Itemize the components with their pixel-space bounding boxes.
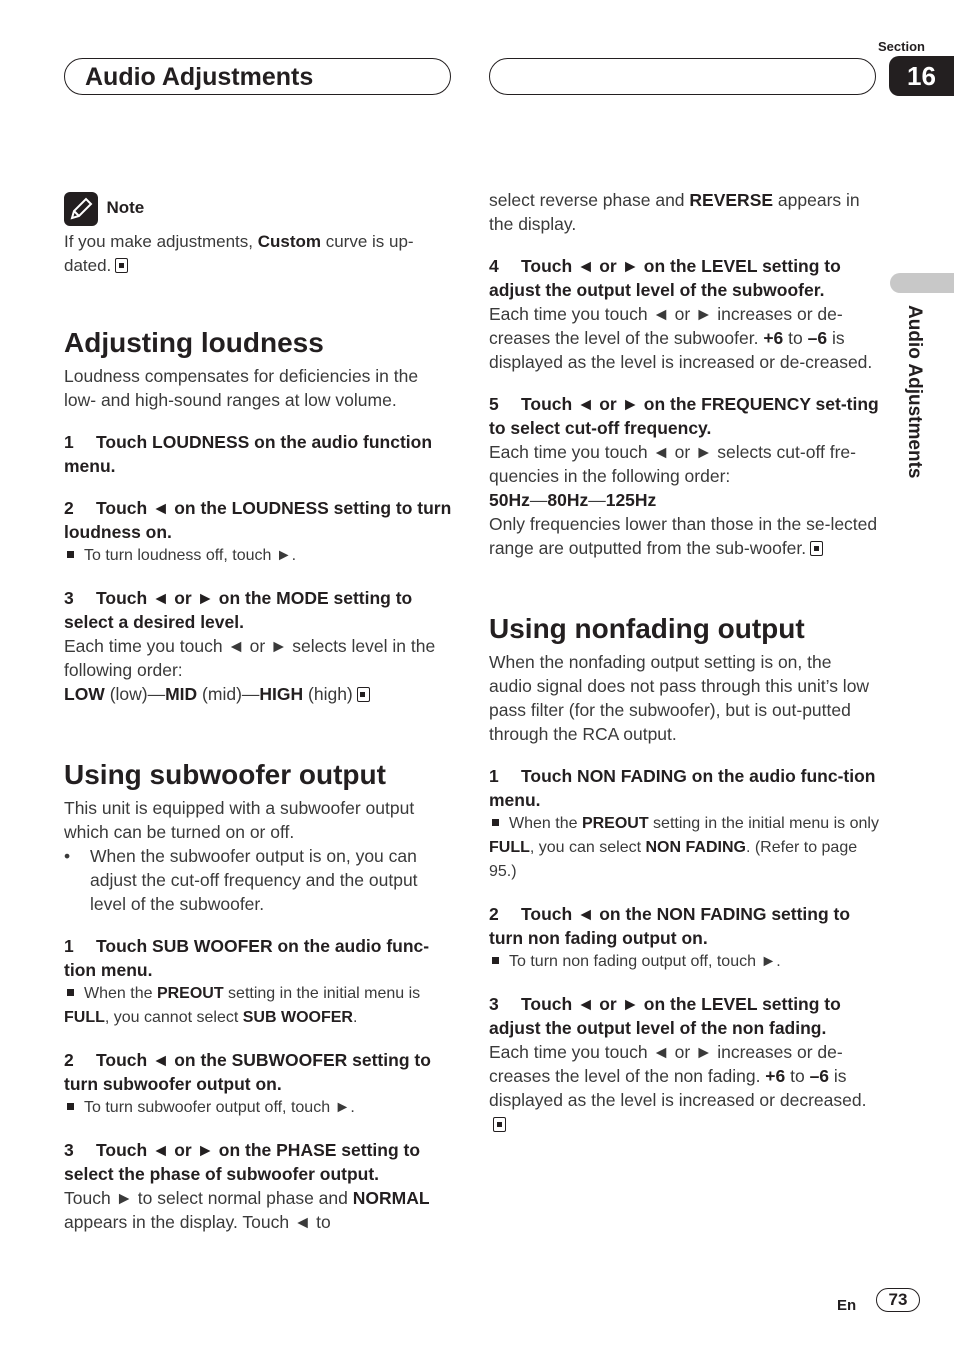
bullet-square-icon bbox=[67, 551, 74, 558]
header-title-pill bbox=[64, 58, 451, 95]
pencil-icon bbox=[64, 192, 98, 226]
header-blank-pill bbox=[489, 58, 876, 95]
note-heading: Note bbox=[64, 192, 454, 226]
nonfading-step-3: 3 Touch ◄ or ► on the LEVEL setting to adjust the output level of the non fading. bbox=[489, 994, 841, 1038]
subwoofer-step-5-note: Only frequencies lower than those in the se-lected range are outputted from the sub-woofer. bbox=[489, 514, 878, 558]
subwoofer-step-4-text: Each time you touch ◄ or ► increases or de-creases the level of the subwoofer. +6 to –6 is displayed as the level is increased or de-creased. bbox=[489, 304, 873, 372]
frequency-order: 50Hz—80Hz—125Hz bbox=[489, 490, 657, 510]
bullet-square-icon bbox=[492, 957, 499, 964]
loudness-step-2: 2 Touch ◄ on the LOUDNESS setting to turn loudness on. bbox=[64, 498, 452, 542]
subwoofer-step-2: 2 Touch ◄ on the SUBWOOFER setting to turn subwoofer output on. bbox=[64, 1050, 431, 1094]
end-mark-icon bbox=[357, 687, 370, 702]
loudness-step-1: 1 Touch LOUDNESS on the audio function menu. bbox=[64, 432, 433, 476]
subwoofer-step-5: 5 Touch ◄ or ► on the FREQUENCY set-ting to select cut-off frequency. bbox=[489, 394, 879, 438]
loudness-level-order: LOW (low)—MID (mid)—HIGH (high) bbox=[64, 682, 454, 706]
subwoofer-bullet: • When the subwoofer output is on, you can adjust the cut-off frequency and the output level of the subwoofer. bbox=[64, 846, 418, 914]
heading-using-subwoofer-output: Using subwoofer output bbox=[64, 759, 386, 790]
subwoofer-step-3-text-right: select reverse phase and REVERSE appears in the display. bbox=[489, 190, 860, 234]
loudness-step-3: 3 Touch ◄ or ► on the MODE setting to select a desired level. bbox=[64, 588, 413, 632]
page-number: 73 bbox=[876, 1288, 920, 1312]
side-tab-label: Audio Adjustments bbox=[904, 305, 925, 479]
loudness-step-3-text: Each time you touch ◄ or ► selects level in the following order: bbox=[64, 636, 436, 680]
nonfading-step-3-text: Each time you touch ◄ or ► increases or de-creases the level of the non fading. +6 to –6 is displayed as the level is increased or decreased. bbox=[489, 1040, 879, 1136]
note-text: If you make adjustments, Custom curve is up-dated. bbox=[64, 232, 414, 275]
loudness-intro: Loudness compensates for deficiencies in the low- and high-sound ranges at low volume. bbox=[64, 366, 419, 410]
subwoofer-step-5-text: Each time you touch ◄ or ► selects cut-off fre-quencies in the following order: bbox=[489, 442, 856, 486]
nonfading-step-2: 2 Touch ◄ on the NON FADING setting to turn non fading output on. bbox=[489, 904, 851, 948]
subwoofer-step-4: 4 Touch ◄ or ► on the LEVEL setting to adjust the output level of the subwoofer. bbox=[489, 256, 841, 300]
nonfading-step-1: 1 Touch NON FADING on the audio func-tion menu. bbox=[489, 766, 876, 810]
nonfading-step-1-note: When the PREOUT setting in the initial menu is only FULL, you can select NON FADING. (Refer to page 95.) bbox=[489, 815, 879, 880]
end-mark-icon bbox=[493, 1117, 506, 1132]
subwoofer-step-2-note: To turn subwoofer output off, touch ►. bbox=[64, 1096, 454, 1120]
subwoofer-step-3-text-left: Touch ► to select normal phase and NORMAL appears in the display. Touch ◄ to bbox=[64, 1188, 430, 1232]
left-column bbox=[64, 192, 454, 1234]
side-tab-marker bbox=[890, 273, 954, 293]
section-label: Section bbox=[878, 39, 925, 54]
heading-adjusting-loudness: Adjusting loudness bbox=[64, 327, 324, 358]
section-number: 16 bbox=[889, 56, 954, 96]
bullet-square-icon bbox=[67, 989, 74, 996]
header-title: Audio Adjustments bbox=[85, 63, 314, 91]
loudness-step-2-note: To turn loudness off, touch ►. bbox=[64, 544, 454, 568]
end-mark-icon bbox=[115, 258, 128, 273]
footer-language: En bbox=[837, 1297, 857, 1314]
nonfading-intro: When the nonfading output setting is on, the audio signal does not pass through this unit’s low pass filter (for the subwoofer), but is out-putted through the RCA output. bbox=[489, 652, 870, 744]
bullet-square-icon bbox=[67, 1103, 74, 1110]
subwoofer-step-3: 3 Touch ◄ or ► on the PHASE setting to select the phase of subwoofer output. bbox=[64, 1140, 421, 1184]
right-column bbox=[489, 188, 879, 1136]
end-mark-icon bbox=[810, 541, 823, 556]
nonfading-step-2-note: To turn non fading output off, touch ►. bbox=[489, 950, 879, 974]
subwoofer-step-1-note: When the PREOUT setting in the initial menu is FULL, you cannot select SUB WOOFER. bbox=[64, 985, 421, 1026]
bullet-square-icon bbox=[492, 819, 499, 826]
subwoofer-intro: This unit is equipped with a subwoofer output which can be turned on or off. bbox=[64, 798, 415, 842]
subwoofer-step-1: 1 Touch SUB WOOFER on the audio func-tion menu. bbox=[64, 936, 430, 980]
heading-using-nonfading-output: Using nonfading output bbox=[489, 613, 805, 644]
